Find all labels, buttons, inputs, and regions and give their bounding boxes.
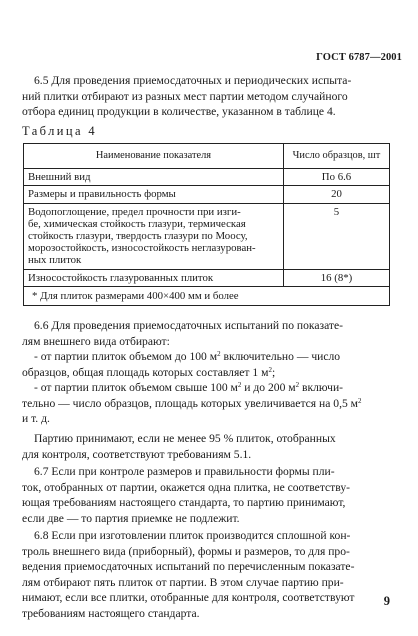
table-footnote-row <box>24 286 390 305</box>
paragraph-line: троль внешнего вида (приборный), формы и размеров, то для про- <box>22 544 350 558</box>
indicator-line: ных плиток <box>28 254 82 267</box>
paragraph-line: для контроля, соответствуют требованиям 5.1. <box>22 447 252 461</box>
table-row <box>24 269 390 286</box>
paragraph-line <box>22 365 394 381</box>
paragraph-line: Партию принимают, если не менее 95 % плиток, отобранных <box>34 432 336 445</box>
text-run: - от партии плиток объемом свыше 100 м <box>34 381 238 394</box>
indicator-line: бе, химическая стойкость глазури, термическая <box>28 217 246 230</box>
indicator-cell <box>24 203 284 269</box>
indicator-line: морозостойкость, износостойкость неглазурован- <box>28 242 256 255</box>
paragraph-line: лям внешнего вида отбирают: <box>22 334 170 348</box>
indicator-line: стойкость глазури, твердость глазури по Моосу, <box>28 230 248 243</box>
text-run: включи- <box>299 381 344 394</box>
sample-count-cell: 5 <box>284 203 390 269</box>
superscript: 2 <box>268 365 272 374</box>
paragraph-6-8 <box>22 528 394 621</box>
samples-table <box>23 143 390 306</box>
sample-count-cell: 20 <box>284 186 390 203</box>
paragraph-line: 6.5 Для проведения приемосдаточных и периодических испыта- <box>34 74 352 87</box>
table-footnote: * Для плиток размерами 400×400 мм и более <box>24 286 390 305</box>
paragraph-line: 6.8 Если при изготовлении плиток производится сплошной кон- <box>34 529 351 542</box>
paragraph-line: если две — то партия приемке не подлежит. <box>22 511 240 525</box>
text-run: - от партии плиток объемом до 100 м <box>34 350 218 363</box>
indicator-line: Размеры и правильность формы <box>28 188 176 201</box>
paragraph-line: требованиям настоящего стандарта. <box>22 606 200 620</box>
column-header-samples: Число образцов, шт <box>284 144 390 169</box>
table-header-row <box>24 144 390 169</box>
text-run: образцов, общая площадь которых составляет 1 м <box>22 365 269 379</box>
standard-header: ГОСТ 6787—2001 <box>316 52 402 63</box>
text-run: включительно — число <box>220 350 341 363</box>
superscript: 2 <box>237 381 242 389</box>
table-row <box>24 186 390 203</box>
text-run: ; <box>271 365 276 379</box>
table-caption: Таблица 4 <box>22 124 98 138</box>
paragraph-line: и т. д. <box>22 412 50 425</box>
paragraph-line: 6.7 Если при контроле размеров и правильности формы пли- <box>34 465 335 478</box>
paragraph-6-7 <box>22 464 394 526</box>
paragraph-6-5 <box>22 73 394 120</box>
paragraph-line: 6.6 Для проведения приемосдаточных испытаний по показате- <box>34 319 344 332</box>
table-row <box>24 169 390 186</box>
superscript: 2 <box>358 396 362 405</box>
paragraph-6-6 <box>22 318 394 427</box>
text-run: и до 200 м <box>241 381 296 394</box>
paragraph-line: нимают, если все плитки, отобранные для контроля, соответствуют <box>22 591 355 604</box>
column-header-indicator: Наименование показателя <box>24 144 284 169</box>
indicator-line: Водопоглощение, предел прочности при изги- <box>28 205 241 218</box>
table-row <box>24 203 390 269</box>
superscript: 2 <box>295 381 300 389</box>
paragraph-line: отбора единиц продукции в количестве, указанном в таблице 4. <box>22 105 336 118</box>
indicator-cell <box>24 186 284 203</box>
paragraph-line: ведения приемосдаточных испытаний по перечисленным показате- <box>22 560 355 573</box>
paragraph-line <box>22 380 394 396</box>
superscript: 2 <box>217 350 221 358</box>
paragraph-acceptance <box>22 431 394 462</box>
indicator-line: Внешний вид <box>28 171 91 184</box>
paragraph-line: ющая требованиям настоящего стандарта, то партию принимают, <box>22 496 346 509</box>
indicator-cell <box>24 169 284 186</box>
paragraph-line <box>22 349 394 365</box>
text-run: тельно — число образцов, площадь которых увеличивается на 0,5 м <box>22 396 359 410</box>
paragraph-line: лям отбирают пять плиток от партии. В этом случае партию при- <box>22 575 344 589</box>
indicator-cell <box>24 269 284 286</box>
page-number: 9 <box>383 594 390 608</box>
paragraph-line: ток, отобранных от партии, окажется одна плитка, не соответству- <box>22 480 350 494</box>
indicator-line: Износостойкость глазурованных плиток <box>28 271 214 284</box>
sample-count-cell: По 6.6 <box>284 169 390 186</box>
paragraph-line <box>22 396 394 412</box>
paragraph-line: ний плитки отбирают из разных мест партии методом случайного <box>22 89 348 103</box>
sample-count-cell: 16 (8*) <box>284 269 390 286</box>
